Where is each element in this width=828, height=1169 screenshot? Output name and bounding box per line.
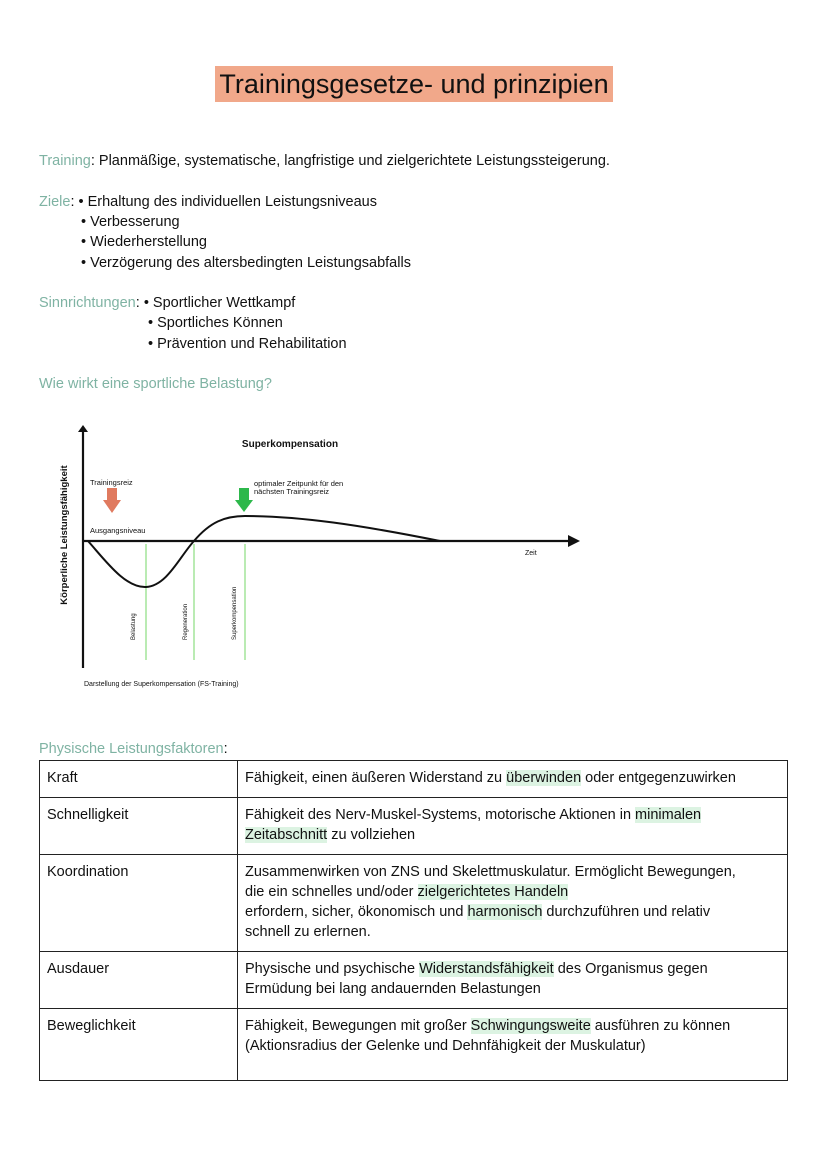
- training-label: Training: [39, 153, 91, 169]
- description-line: [245, 1036, 780, 1056]
- page-title: Trainingsgesetze- und prinzipien: [215, 66, 612, 102]
- ziele-item: • Verzögerung des altersbedingten Leistungsabfalls: [81, 255, 411, 271]
- trainingsreiz-arrow-icon: [103, 488, 121, 513]
- table-row: [40, 855, 788, 952]
- phase-label-belastung: Belastung: [131, 613, 137, 640]
- description-line: [245, 825, 780, 845]
- ziele-item: • Erhaltung des individuellen Leistungsniveaus: [78, 194, 377, 210]
- text-segment: schnell zu erlernen.: [245, 924, 371, 940]
- factor-name: Koordination: [40, 855, 238, 952]
- factor-description: [238, 855, 788, 952]
- zeit-label: Zeit: [525, 550, 537, 557]
- highlighted-term: Widerstandsfähigkeit: [419, 961, 554, 977]
- text-segment: zu vollziehen: [327, 827, 416, 843]
- description-line: [245, 862, 780, 882]
- diagram-caption: Darstellung der Superkompensation (FS-Training): [84, 681, 239, 688]
- text-segment: Fähigkeit, Bewegungen mit großer: [245, 1018, 471, 1034]
- description-line: [245, 979, 780, 999]
- sinnrichtungen-item: • Sportliches Können: [148, 315, 283, 331]
- description-line: [245, 1016, 780, 1036]
- sinnrichtungen-item: • Sportlicher Wettkampf: [143, 295, 296, 311]
- phase-label-regeneration: Regeneration: [183, 603, 189, 640]
- text-segment: Fähigkeit, einen äußeren Widerstand zu: [245, 770, 507, 786]
- ziele-item: • Verbesserung: [81, 214, 180, 230]
- ziele-label: Ziele: [39, 194, 71, 210]
- text-segment: Zusammenwirken von ZNS und Skelettmuskulatur. Ermöglicht Bewegungen,: [245, 864, 736, 880]
- factor-name: Kraft: [40, 761, 238, 798]
- diagram-title: Superkompensation: [241, 439, 339, 450]
- phase-label-superkompensation: Superkompensation: [232, 586, 238, 640]
- table-row: [40, 761, 788, 798]
- factor-name: Ausdauer: [40, 952, 238, 1009]
- description-line: [245, 959, 780, 979]
- y-axis-arrowhead: [78, 425, 88, 432]
- diagram-ylabel: Körperliche Leistungsfähigkeit: [59, 465, 70, 605]
- table-row: [40, 1009, 788, 1081]
- text-segment: (Aktionsradius der Gelenke und Dehnfähigkeit der Muskulatur): [245, 1038, 646, 1054]
- optimal-arrow-icon: [235, 488, 253, 512]
- ausgangsniveau-label: Ausgangsniveau: [90, 526, 146, 535]
- physisch-heading: [39, 739, 228, 759]
- description-line: [245, 882, 780, 902]
- text-segment: Fähigkeit des Nerv-Muskel-Systems, motorische Aktionen in: [245, 807, 636, 823]
- factor-description: [238, 952, 788, 1009]
- text-segment: durchzuführen und relativ: [542, 904, 711, 920]
- text-segment: Physische und psychische: [245, 961, 420, 977]
- optimal-label-line1: optimaler Zeitpunkt für den: [254, 479, 344, 488]
- highlighted-term: Zeitabschnitt: [245, 827, 328, 843]
- text-segment: die ein schnelles und/oder: [245, 884, 418, 900]
- text-segment: erfordern, sicher, ökonomisch und: [245, 904, 468, 920]
- x-axis-arrowhead: [568, 535, 580, 547]
- optimal-label-line2: nächsten Trainingsreiz: [254, 487, 330, 496]
- belastung-question: Wie wirkt eine sportliche Belastung?: [39, 376, 272, 392]
- trainingsreiz-label: Trainingsreiz: [90, 478, 133, 487]
- factor-description: [238, 761, 788, 798]
- physisch-sep: :: [223, 741, 228, 757]
- highlighted-term: zielgerichtetes Handeln: [417, 884, 569, 900]
- text-segment: des Organismus gegen: [553, 961, 708, 977]
- factor-name: Beweglichkeit: [40, 1009, 238, 1081]
- text-segment: Ermüdung bei lang andauernden Belastungen: [245, 981, 541, 997]
- ziele-item: • Wiederherstellung: [81, 234, 207, 250]
- factor-name: Schnelligkeit: [40, 798, 238, 855]
- factor-description: [238, 798, 788, 855]
- description-line: [245, 768, 780, 788]
- highlighted-term: Schwingungsweite: [470, 1018, 591, 1034]
- ziele-sep: :: [70, 194, 75, 210]
- training-text: : Planmäßige, systematische, langfristige und zielgerichtete Leistungssteigerung.: [90, 153, 610, 169]
- description-line: [245, 805, 780, 825]
- text-segment: ausführen zu können: [590, 1018, 731, 1034]
- highlighted-term: harmonisch: [467, 904, 543, 920]
- highlighted-term: minimalen: [635, 807, 702, 823]
- sinnrichtungen-sep: :: [135, 295, 140, 311]
- text-segment: oder entgegenzuwirken: [581, 770, 736, 786]
- sinnrichtungen-item: • Prävention und Rehabilitation: [148, 336, 347, 352]
- description-line: [245, 902, 780, 922]
- factor-description: [238, 1009, 788, 1081]
- table-row: [40, 798, 788, 855]
- leistungsfaktoren-table: [39, 760, 788, 1081]
- highlighted-term: überwinden: [506, 770, 582, 786]
- table-row: [40, 952, 788, 1009]
- sinnrichtungen-label: Sinnrichtungen: [39, 295, 136, 311]
- physisch-label: Physische Leistungsfaktoren: [39, 741, 224, 757]
- description-line: [245, 922, 780, 942]
